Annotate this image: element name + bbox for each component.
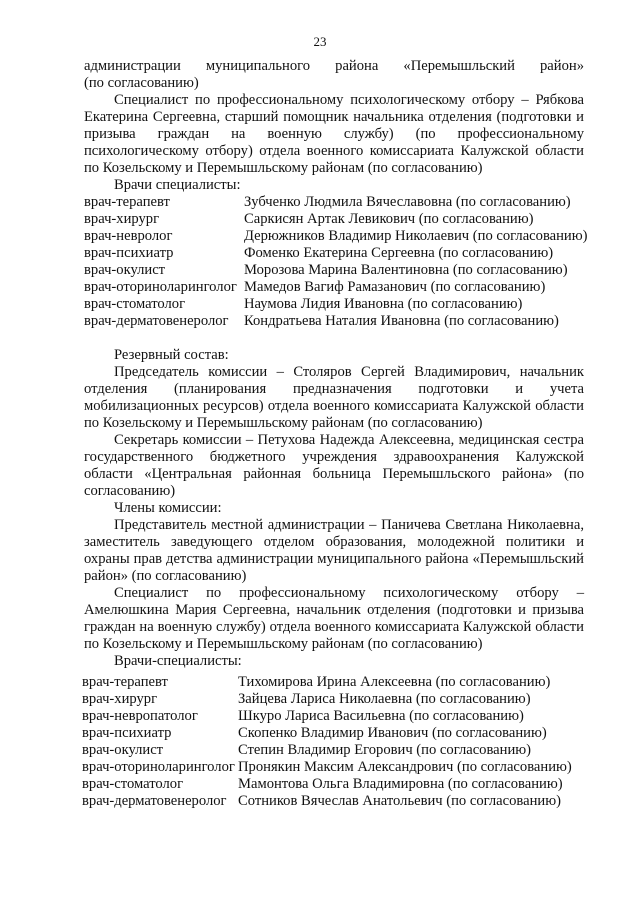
doctor-name: Саркисян Артак Левикович (по согласованию) <box>244 211 534 227</box>
doctor-role: врач-терапевт <box>82 674 168 690</box>
doctor-name: Зубченко Людмила Вячеславовна (по согласованию) <box>244 194 571 210</box>
doctor-role: врач-дерматовенеролог <box>82 793 227 809</box>
doctor-role: врач-окулист <box>84 262 166 278</box>
doctor-role: врач-хирург <box>82 691 158 707</box>
doctor-row <box>82 674 584 691</box>
reserve-doctors-heading: Врачи-специалисты: <box>114 653 242 669</box>
doctors-heading: Врачи специалисты: <box>114 177 241 193</box>
doctor-role: врач-психиатр <box>84 245 174 261</box>
doctor-row <box>82 793 584 810</box>
doctor-role: врач-стоматолог <box>82 776 184 792</box>
doctor-row <box>84 211 584 228</box>
doctor-row <box>84 262 584 279</box>
reserve-chairman-paragraph: Председатель комиссии – Столяров Сергей Владимирович, начальник отделения (планирования предназначения подготовки и учета мобилизационных ресурсов) отдела военного комиссариата Калужской области по Козельскому и Перемышльскому районам (по согласованию) <box>84 364 584 431</box>
doctor-name: Наумова Лидия Ивановна (по согласованию) <box>244 296 523 312</box>
reserve-secretary-paragraph: Секретарь комиссии – Петухова Надежда Алексеевна, медицинская сестра государственного бюджетного учреждения здравоохранения Калужской области «Центральная районная больница Перемышльского района» (по согласованию) <box>84 432 584 499</box>
doctor-row <box>82 776 584 793</box>
doctor-row <box>82 691 584 708</box>
doctor-row <box>84 313 584 330</box>
reserve-doctors-list <box>84 674 584 810</box>
doctor-name: Морозова Марина Валентиновна (по согласованию) <box>244 262 568 278</box>
doctor-name: Тихомирова Ирина Алексеевна (по согласованию) <box>238 674 551 690</box>
doctor-name: Пронякин Максим Александрович (по согласованию) <box>238 759 572 775</box>
doctor-role: врач-стоматолог <box>84 296 186 312</box>
doctor-role: врач-дерматовенеролог <box>84 313 229 329</box>
doctor-name: Скопенко Владимир Иванович (по согласованию) <box>238 725 547 741</box>
doctor-role: врач-терапевт <box>84 194 170 210</box>
doctor-role: врач-оториноларинголог <box>82 759 235 775</box>
doctor-row <box>84 245 584 262</box>
doctor-role: врач-невропатолог <box>82 708 198 724</box>
doctor-name: Мамедов Вагиф Рамазанович (по согласованию) <box>244 279 546 295</box>
doctor-name: Фоменко Екатерина Сергеевна (по согласованию) <box>244 245 554 261</box>
doctor-row <box>84 296 584 313</box>
page-number: 23 <box>313 34 327 49</box>
doctor-row <box>82 759 584 776</box>
doctor-name: Зайцева Лариса Николаевна (по согласованию) <box>238 691 531 707</box>
doctor-role: врач-психиатр <box>82 725 172 741</box>
doctor-name: Шкуро Лариса Васильевна (по согласованию) <box>238 708 524 724</box>
document-body <box>82 58 588 810</box>
reserve-representative-paragraph: Представитель местной администрации – Паничева Светлана Николаевна, заместитель заведующего отделом образования, молодежной политики и охраны прав детства администрации муниципального района «Перемышльский район» (по согласованию) <box>84 517 584 584</box>
reserve-heading: Резервный состав: <box>114 347 229 363</box>
doctor-name: Кондратьева Наталия Ивановна (по согласованию) <box>244 313 559 329</box>
reserve-psych-specialist-paragraph: Специалист по профессиональному психологическому отбору – Амелюшкина Мария Сергеевна, начальник отделения (подготовки и призыва граждан на военную службу) отдела военного комиссариата Калужской области по Козельскому и Перемышльскому районам (по согласованию) <box>84 585 584 652</box>
doctor-name: Дерюжников Владимир Николаевич (по согласованию) <box>244 228 588 244</box>
doctor-role: врач-хирург <box>84 211 160 227</box>
doctor-row <box>82 708 584 725</box>
doctor-name: Степин Владимир Егорович (по согласованию) <box>238 742 532 758</box>
doctor-row <box>82 742 584 759</box>
doctor-row <box>84 279 584 296</box>
doctor-role: врач-окулист <box>82 742 164 758</box>
doctor-name: Мамонтова Ольга Владимировна (по согласованию) <box>238 776 563 792</box>
doctor-row <box>84 228 588 245</box>
intro-line-note: (по согласованию) <box>84 75 199 91</box>
doctor-role: врач-невролог <box>84 228 173 244</box>
intro-line: администрации муниципального района «Перемышльский район» <box>84 58 584 74</box>
psych-specialist-paragraph: Специалист по профессиональному психологическому отбору – Рябкова Екатерина Сергеевна, старший помощник начальника отделения (подготовки и призыва граждан на военную службу) (по профессиональному психологическому отбору) отдела военного комиссариата Калужской области по Козельскому и Перемышльскому районам (по согласованию) <box>84 92 584 176</box>
doctor-row <box>82 725 584 742</box>
doctor-role: врач-оториноларинголог <box>84 279 237 295</box>
reserve-members-heading: Члены комиссии: <box>114 500 222 516</box>
doctors-list <box>84 194 588 330</box>
doctor-row <box>84 194 584 211</box>
doctor-name: Сотников Вячеслав Анатольевич (по согласованию) <box>238 793 561 809</box>
